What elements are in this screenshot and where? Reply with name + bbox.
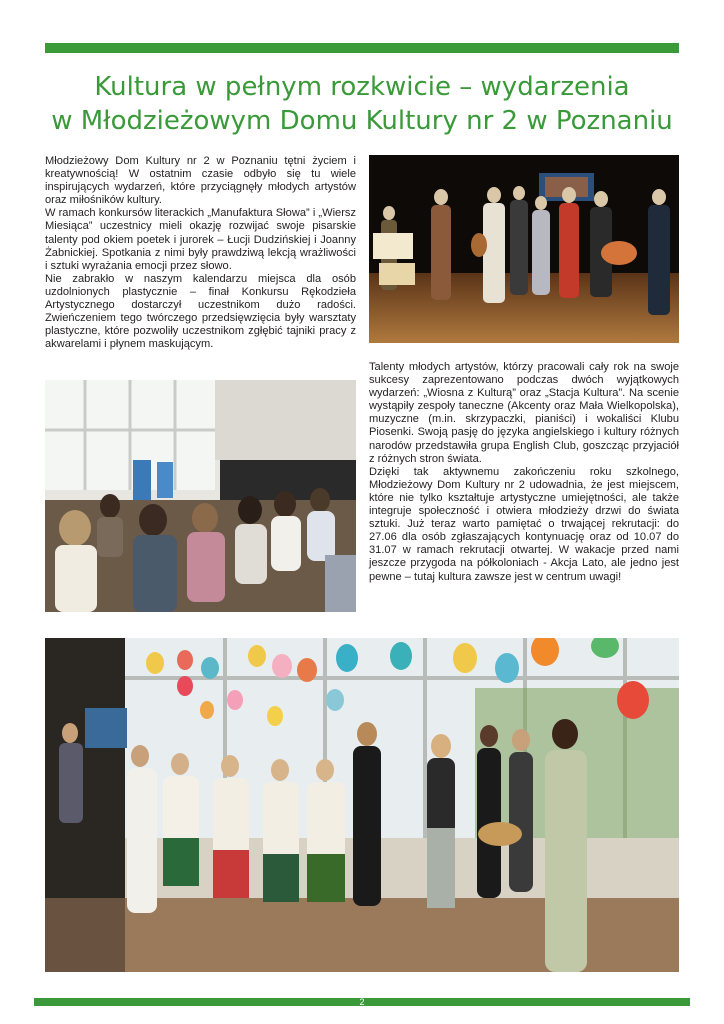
paragraph: Nie zabrakło w naszym kalendarzu miejsca dla osób uzdolnionych plastycznie – finał Konkursu Rękodzieła Artystycznego dostarczył uczestnikom dużo radości. Zwieńczeniem tego twórczego przedsięwzięcia były warsztaty plastyczne, które pozwoliły uczestnikom zgłębić tajniki pracy z akwarelami i płynem maskującym. — [45, 272, 356, 351]
title-line-1: Kultura w pełnym rozkwicie – wydarzenia — [94, 72, 630, 102]
paragraph: W ramach konkursów literackich „Manufaktura Słowa” i „Wiersz Miesiąca” uczestnicy mieli okazję rozwijać swoje pisarskie talenty pod okiem poetek i jurorek – Łucji Dudzińskiej i Joanny Żabnickiej. Spotkania z nimi były prawdziwą lekcją wrażliwości i sztuki wyrażania emocji przez słowo. — [45, 207, 356, 272]
right-text-column — [369, 361, 679, 584]
page-number: 2 — [359, 997, 365, 1007]
top-accent-bar — [45, 43, 679, 53]
paragraph: Młodzieżowy Dom Kultury nr 2 w Poznaniu tętni życiem i kreatywnością! W ostatnim czasie odbyło się tu wiele inspirujących wydarzeń, które przyciągnęły młodych artystów oraz miłośników kultury. — [45, 155, 356, 207]
paragraph: Dzięki tak aktywnemu zakończeniu roku szkolnego, Młodzieżowy Dom Kultury nr 2 udowadnia, że jest miejscem, które nie tylko kształtuje artystyczne umiejętności, ale także integruje społeczność i otwiera młodzieży drzwi do świata sztuki. Już teraz warto pamiętać o trwającej rekrutacji: do 27.06 dla osób zgłaszających kontynuację oraz od 10.07 do 31.07 w ramach rekrutacji otwartej. W wakacje przed nami jeszcze przygoda na półkoloniach - Akcja Lato, ale jedno jest pewne – tutaj kultura zawsze jest w centrum uwagi! — [369, 465, 679, 583]
title-line-2: w Młodzieżowym Domu Kultury nr 2 w Poznaniu — [51, 106, 673, 136]
article-title — [45, 70, 679, 138]
stage-performance-photo — [369, 155, 679, 343]
paragraph: Talenty młodych artystów, którzy pracowali cały rok na swoje sukcesy zaprezentowano podczas dwóch wyjątkowych wydarzeń: „Wiosna z Kulturą” oraz „Stacja Kultura”. Na scenie wystąpiły zespoły taneczne (Akcenty oraz Mała Wielkopolska), muzyczne (m.in. skrzypaczki, pianiści) i wokaliści Klubu Piosenki. Swoją pasję do języka angielskiego i kultury różnych narodów przedstawiła grupa English Club, goszcząc przyjaciół z różnych stron świata. — [369, 361, 679, 465]
left-text-column — [45, 155, 356, 351]
group-balloons-photo — [45, 638, 679, 972]
audience-hall-photo — [45, 380, 356, 612]
